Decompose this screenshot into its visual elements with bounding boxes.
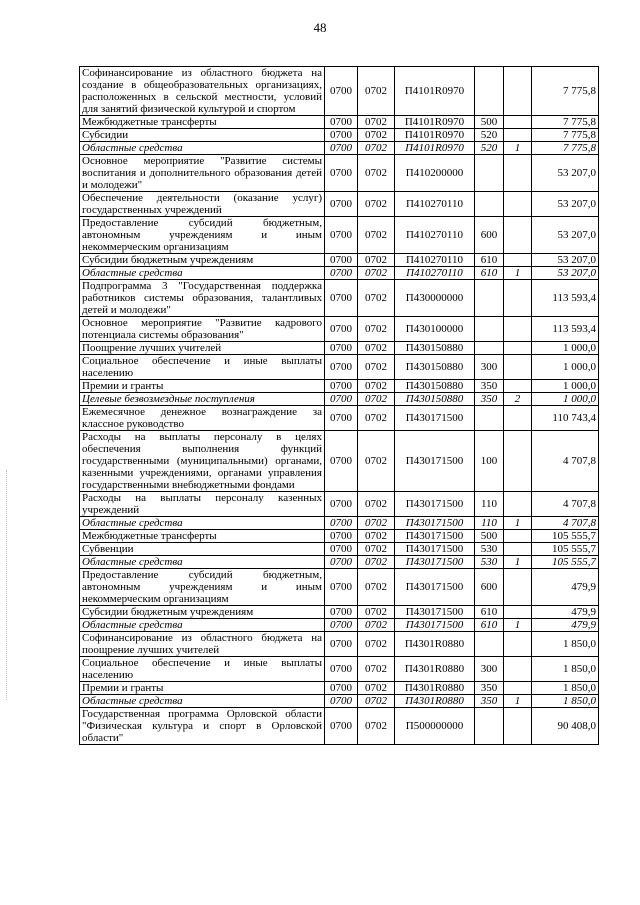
amount-cell: 90 408,0: [532, 708, 599, 745]
source-code-cell: [504, 217, 532, 254]
section-code-cell: 0700: [325, 530, 358, 543]
section-code-cell: 0700: [325, 431, 358, 492]
target-article-cell: П430171500: [395, 619, 475, 632]
expense-type-cell: [475, 632, 504, 657]
target-article-cell: П430150880: [395, 355, 475, 380]
section-code-cell: 0700: [325, 492, 358, 517]
expense-name-cell: Областные средства: [80, 695, 325, 708]
expense-type-cell: 610: [475, 619, 504, 632]
section-code-cell: 0700: [325, 569, 358, 606]
subsection-code-cell: 0702: [358, 116, 395, 129]
expense-type-cell: 610: [475, 254, 504, 267]
amount-cell: 7 775,8: [532, 142, 599, 155]
expense-name-cell: Поощрение лучших учителей: [80, 342, 325, 355]
expense-name-cell: Социальное обеспечение и иные выплаты населению: [80, 657, 325, 682]
table-row: [80, 317, 599, 342]
subsection-code-cell: 0702: [358, 556, 395, 569]
budget-table: [79, 66, 599, 745]
subsection-code-cell: 0702: [358, 492, 395, 517]
amount-cell: 53 207,0: [532, 267, 599, 280]
section-code-cell: 0700: [325, 155, 358, 192]
source-code-cell: 1: [504, 695, 532, 708]
table-row: [80, 682, 599, 695]
subsection-code-cell: 0702: [358, 517, 395, 530]
section-code-cell: 0700: [325, 632, 358, 657]
subsection-code-cell: 0702: [358, 280, 395, 317]
amount-cell: 7 775,8: [532, 67, 599, 116]
target-article-cell: П4301R0880: [395, 632, 475, 657]
table-row: [80, 517, 599, 530]
expense-name-cell: Областные средства: [80, 267, 325, 280]
target-article-cell: П430171500: [395, 492, 475, 517]
subsection-code-cell: 0702: [358, 695, 395, 708]
table-row: [80, 254, 599, 267]
source-code-cell: 1: [504, 142, 532, 155]
table-row: [80, 380, 599, 393]
table-row: [80, 606, 599, 619]
source-code-cell: [504, 492, 532, 517]
section-code-cell: 0700: [325, 393, 358, 406]
amount-cell: 110 743,4: [532, 406, 599, 431]
expense-type-cell: [475, 708, 504, 745]
target-article-cell: П430171500: [395, 517, 475, 530]
table-row: [80, 192, 599, 217]
subsection-code-cell: 0702: [358, 682, 395, 695]
source-code-cell: 1: [504, 619, 532, 632]
table-row: [80, 267, 599, 280]
source-code-cell: [504, 657, 532, 682]
section-code-cell: 0700: [325, 254, 358, 267]
source-code-cell: [504, 682, 532, 695]
expense-name-cell: Софинансирование из областного бюджета на поощрение лучших учителей: [80, 632, 325, 657]
expense-name-cell: Основное мероприятие "Развитие системы воспитания и дополнительного образования детей и молодежи": [80, 155, 325, 192]
expense-name-cell: Субвенции: [80, 543, 325, 556]
expense-name-cell: Субсидии бюджетным учреждениям: [80, 606, 325, 619]
source-code-cell: [504, 254, 532, 267]
target-article-cell: П4101R0970: [395, 129, 475, 142]
expense-type-cell: 500: [475, 116, 504, 129]
amount-cell: 1 000,0: [532, 380, 599, 393]
target-article-cell: П430171500: [395, 569, 475, 606]
table-row: [80, 543, 599, 556]
target-article-cell: П430150880: [395, 342, 475, 355]
subsection-code-cell: 0702: [358, 657, 395, 682]
source-code-cell: 1: [504, 267, 532, 280]
amount-cell: 479,9: [532, 619, 599, 632]
table-row: [80, 492, 599, 517]
amount-cell: 1 850,0: [532, 632, 599, 657]
target-article-cell: П430171500: [395, 406, 475, 431]
expense-name-cell: Социальное обеспечение и иные выплаты населению: [80, 355, 325, 380]
scan-margin-marks: [6, 470, 9, 700]
table-row: [80, 431, 599, 492]
section-code-cell: 0700: [325, 606, 358, 619]
target-article-cell: П430171500: [395, 530, 475, 543]
amount-cell: 4 707,8: [532, 431, 599, 492]
section-code-cell: 0700: [325, 619, 358, 632]
target-article-cell: П4301R0880: [395, 695, 475, 708]
section-code-cell: 0700: [325, 67, 358, 116]
target-article-cell: П430171500: [395, 431, 475, 492]
source-code-cell: [504, 317, 532, 342]
subsection-code-cell: 0702: [358, 267, 395, 280]
expense-type-cell: [475, 342, 504, 355]
amount-cell: 1 000,0: [532, 355, 599, 380]
table-row: [80, 67, 599, 116]
amount-cell: 479,9: [532, 569, 599, 606]
expense-type-cell: 530: [475, 556, 504, 569]
subsection-code-cell: 0702: [358, 619, 395, 632]
table-row: [80, 632, 599, 657]
subsection-code-cell: 0702: [358, 155, 395, 192]
table-row: [80, 393, 599, 406]
target-article-cell: П410270110: [395, 267, 475, 280]
source-code-cell: [504, 530, 532, 543]
amount-cell: 105 555,7: [532, 530, 599, 543]
amount-cell: 105 555,7: [532, 543, 599, 556]
amount-cell: 479,9: [532, 606, 599, 619]
expense-type-cell: [475, 155, 504, 192]
source-code-cell: [504, 380, 532, 393]
source-code-cell: [504, 342, 532, 355]
source-code-cell: [504, 280, 532, 317]
table-row: [80, 530, 599, 543]
expense-type-cell: [475, 192, 504, 217]
subsection-code-cell: 0702: [358, 142, 395, 155]
section-code-cell: 0700: [325, 543, 358, 556]
subsection-code-cell: 0702: [358, 342, 395, 355]
subsection-code-cell: 0702: [358, 708, 395, 745]
subsection-code-cell: 0702: [358, 632, 395, 657]
target-article-cell: П430171500: [395, 556, 475, 569]
target-article-cell: П410270110: [395, 254, 475, 267]
subsection-code-cell: 0702: [358, 317, 395, 342]
section-code-cell: 0700: [325, 517, 358, 530]
source-code-cell: [504, 431, 532, 492]
target-article-cell: П430100000: [395, 317, 475, 342]
source-code-cell: 1: [504, 556, 532, 569]
expense-name-cell: Государственная программа Орловской области "Физическая культура и спорт в Орловской области": [80, 708, 325, 745]
expense-name-cell: Подпрограмма 3 "Государственная поддержка работников системы образования, талантливых детей и молодежи": [80, 280, 325, 317]
section-code-cell: 0700: [325, 406, 358, 431]
subsection-code-cell: 0702: [358, 192, 395, 217]
amount-cell: 1 850,0: [532, 682, 599, 695]
expense-name-cell: Расходы на выплаты персоналу казенных учреждений: [80, 492, 325, 517]
amount-cell: 1 000,0: [532, 342, 599, 355]
table-row: [80, 619, 599, 632]
source-code-cell: [504, 406, 532, 431]
section-code-cell: 0700: [325, 695, 358, 708]
section-code-cell: 0700: [325, 708, 358, 745]
target-article-cell: П430171500: [395, 606, 475, 619]
expense-name-cell: Предоставление субсидий бюджетным, автономным учреждениям и иным некоммерческим организациям: [80, 217, 325, 254]
subsection-code-cell: 0702: [358, 67, 395, 116]
expense-name-cell: Премии и гранты: [80, 380, 325, 393]
amount-cell: 113 593,4: [532, 317, 599, 342]
expense-type-cell: 350: [475, 380, 504, 393]
source-code-cell: [504, 355, 532, 380]
section-code-cell: 0700: [325, 556, 358, 569]
source-code-cell: 2: [504, 393, 532, 406]
amount-cell: 53 207,0: [532, 192, 599, 217]
expense-type-cell: 600: [475, 569, 504, 606]
source-code-cell: [504, 606, 532, 619]
section-code-cell: 0700: [325, 192, 358, 217]
table-row: [80, 116, 599, 129]
expense-name-cell: Субсидии: [80, 129, 325, 142]
target-article-cell: П4101R0970: [395, 67, 475, 116]
expense-type-cell: [475, 67, 504, 116]
source-code-cell: 1: [504, 517, 532, 530]
expense-name-cell: Софинансирование из областного бюджета на создание в общеобразовательных организациях, расположенных в сельской местности, условий для занятий физической культурой и спортом: [80, 67, 325, 116]
expense-name-cell: Обеспечение деятельности (оказание услуг) государственных учреждений: [80, 192, 325, 217]
expense-type-cell: 350: [475, 393, 504, 406]
subsection-code-cell: 0702: [358, 254, 395, 267]
section-code-cell: 0700: [325, 355, 358, 380]
target-article-cell: П4101R0970: [395, 142, 475, 155]
table-row: [80, 708, 599, 745]
page-number: 48: [313, 20, 327, 35]
expense-type-cell: 350: [475, 695, 504, 708]
expense-type-cell: [475, 406, 504, 431]
source-code-cell: [504, 569, 532, 606]
target-article-cell: П500000000: [395, 708, 475, 745]
amount-cell: 1 000,0: [532, 393, 599, 406]
amount-cell: 53 207,0: [532, 155, 599, 192]
expense-type-cell: [475, 317, 504, 342]
subsection-code-cell: 0702: [358, 380, 395, 393]
expense-name-cell: Премии и гранты: [80, 682, 325, 695]
amount-cell: 1 850,0: [532, 657, 599, 682]
subsection-code-cell: 0702: [358, 355, 395, 380]
section-code-cell: 0700: [325, 682, 358, 695]
table-row: [80, 657, 599, 682]
amount-cell: 105 555,7: [532, 556, 599, 569]
source-code-cell: [504, 116, 532, 129]
amount-cell: 53 207,0: [532, 254, 599, 267]
table-row: [80, 217, 599, 254]
expense-name-cell: Областные средства: [80, 556, 325, 569]
amount-cell: 7 775,8: [532, 129, 599, 142]
section-code-cell: 0700: [325, 657, 358, 682]
table-row: [80, 406, 599, 431]
section-code-cell: 0700: [325, 280, 358, 317]
target-article-cell: П4301R0880: [395, 657, 475, 682]
subsection-code-cell: 0702: [358, 217, 395, 254]
amount-cell: 4 707,8: [532, 517, 599, 530]
expense-name-cell: Областные средства: [80, 619, 325, 632]
source-code-cell: [504, 543, 532, 556]
expense-name-cell: Предоставление субсидий бюджетным, автономным учреждениям и иным некоммерческим организациям: [80, 569, 325, 606]
table-row: [80, 342, 599, 355]
table-row: [80, 142, 599, 155]
source-code-cell: [504, 708, 532, 745]
target-article-cell: П410200000: [395, 155, 475, 192]
section-code-cell: 0700: [325, 342, 358, 355]
expense-type-cell: [475, 280, 504, 317]
target-article-cell: П430000000: [395, 280, 475, 317]
expense-type-cell: 100: [475, 431, 504, 492]
expense-type-cell: 610: [475, 606, 504, 619]
target-article-cell: П4301R0880: [395, 682, 475, 695]
expense-name-cell: Целевые безвозмездные поступления: [80, 393, 325, 406]
section-code-cell: 0700: [325, 217, 358, 254]
expense-name-cell: Областные средства: [80, 517, 325, 530]
target-article-cell: П430150880: [395, 380, 475, 393]
expense-name-cell: Субсидии бюджетным учреждениям: [80, 254, 325, 267]
section-code-cell: 0700: [325, 380, 358, 393]
expense-name-cell: Межбюджетные трансферты: [80, 116, 325, 129]
subsection-code-cell: 0702: [358, 431, 395, 492]
target-article-cell: П410270110: [395, 217, 475, 254]
section-code-cell: 0700: [325, 129, 358, 142]
expense-type-cell: 350: [475, 682, 504, 695]
expense-type-cell: 610: [475, 267, 504, 280]
expense-type-cell: 300: [475, 657, 504, 682]
table-row: [80, 569, 599, 606]
subsection-code-cell: 0702: [358, 393, 395, 406]
subsection-code-cell: 0702: [358, 543, 395, 556]
expense-name-cell: Расходы на выплаты персоналу в целях обеспечения выполнения функций государственными (муниципальными) органами, казенными учреждениями, органами управления государственными внебюджетными фондами: [80, 431, 325, 492]
table-row: [80, 556, 599, 569]
target-article-cell: П4101R0970: [395, 116, 475, 129]
subsection-code-cell: 0702: [358, 129, 395, 142]
expense-name-cell: Ежемесячное денежное вознаграждение за классное руководство: [80, 406, 325, 431]
subsection-code-cell: 0702: [358, 569, 395, 606]
source-code-cell: [504, 632, 532, 657]
subsection-code-cell: 0702: [358, 406, 395, 431]
expense-type-cell: 520: [475, 142, 504, 155]
section-code-cell: 0700: [325, 116, 358, 129]
source-code-cell: [504, 67, 532, 116]
source-code-cell: [504, 129, 532, 142]
subsection-code-cell: 0702: [358, 530, 395, 543]
expense-type-cell: 530: [475, 543, 504, 556]
section-code-cell: 0700: [325, 317, 358, 342]
table-row: [80, 129, 599, 142]
table-row: [80, 280, 599, 317]
table-row: [80, 355, 599, 380]
target-article-cell: П430150880: [395, 393, 475, 406]
source-code-cell: [504, 155, 532, 192]
section-code-cell: 0700: [325, 267, 358, 280]
target-article-cell: П410270110: [395, 192, 475, 217]
amount-cell: 53 207,0: [532, 217, 599, 254]
expense-type-cell: 110: [475, 492, 504, 517]
section-code-cell: 0700: [325, 142, 358, 155]
amount-cell: 7 775,8: [532, 116, 599, 129]
amount-cell: 113 593,4: [532, 280, 599, 317]
expense-type-cell: 600: [475, 217, 504, 254]
target-article-cell: П430171500: [395, 543, 475, 556]
budget-table-body: [80, 67, 599, 745]
expense-type-cell: 520: [475, 129, 504, 142]
table-row: [80, 155, 599, 192]
expense-name-cell: Основное мероприятие "Развитие кадрового потенциала системы образования": [80, 317, 325, 342]
table-row: [80, 695, 599, 708]
expense-name-cell: Областные средства: [80, 142, 325, 155]
expense-type-cell: 110: [475, 517, 504, 530]
expense-type-cell: 300: [475, 355, 504, 380]
expense-type-cell: 500: [475, 530, 504, 543]
subsection-code-cell: 0702: [358, 606, 395, 619]
amount-cell: 4 707,8: [532, 492, 599, 517]
source-code-cell: [504, 192, 532, 217]
amount-cell: 1 850,0: [532, 695, 599, 708]
expense-name-cell: Межбюджетные трансферты: [80, 530, 325, 543]
